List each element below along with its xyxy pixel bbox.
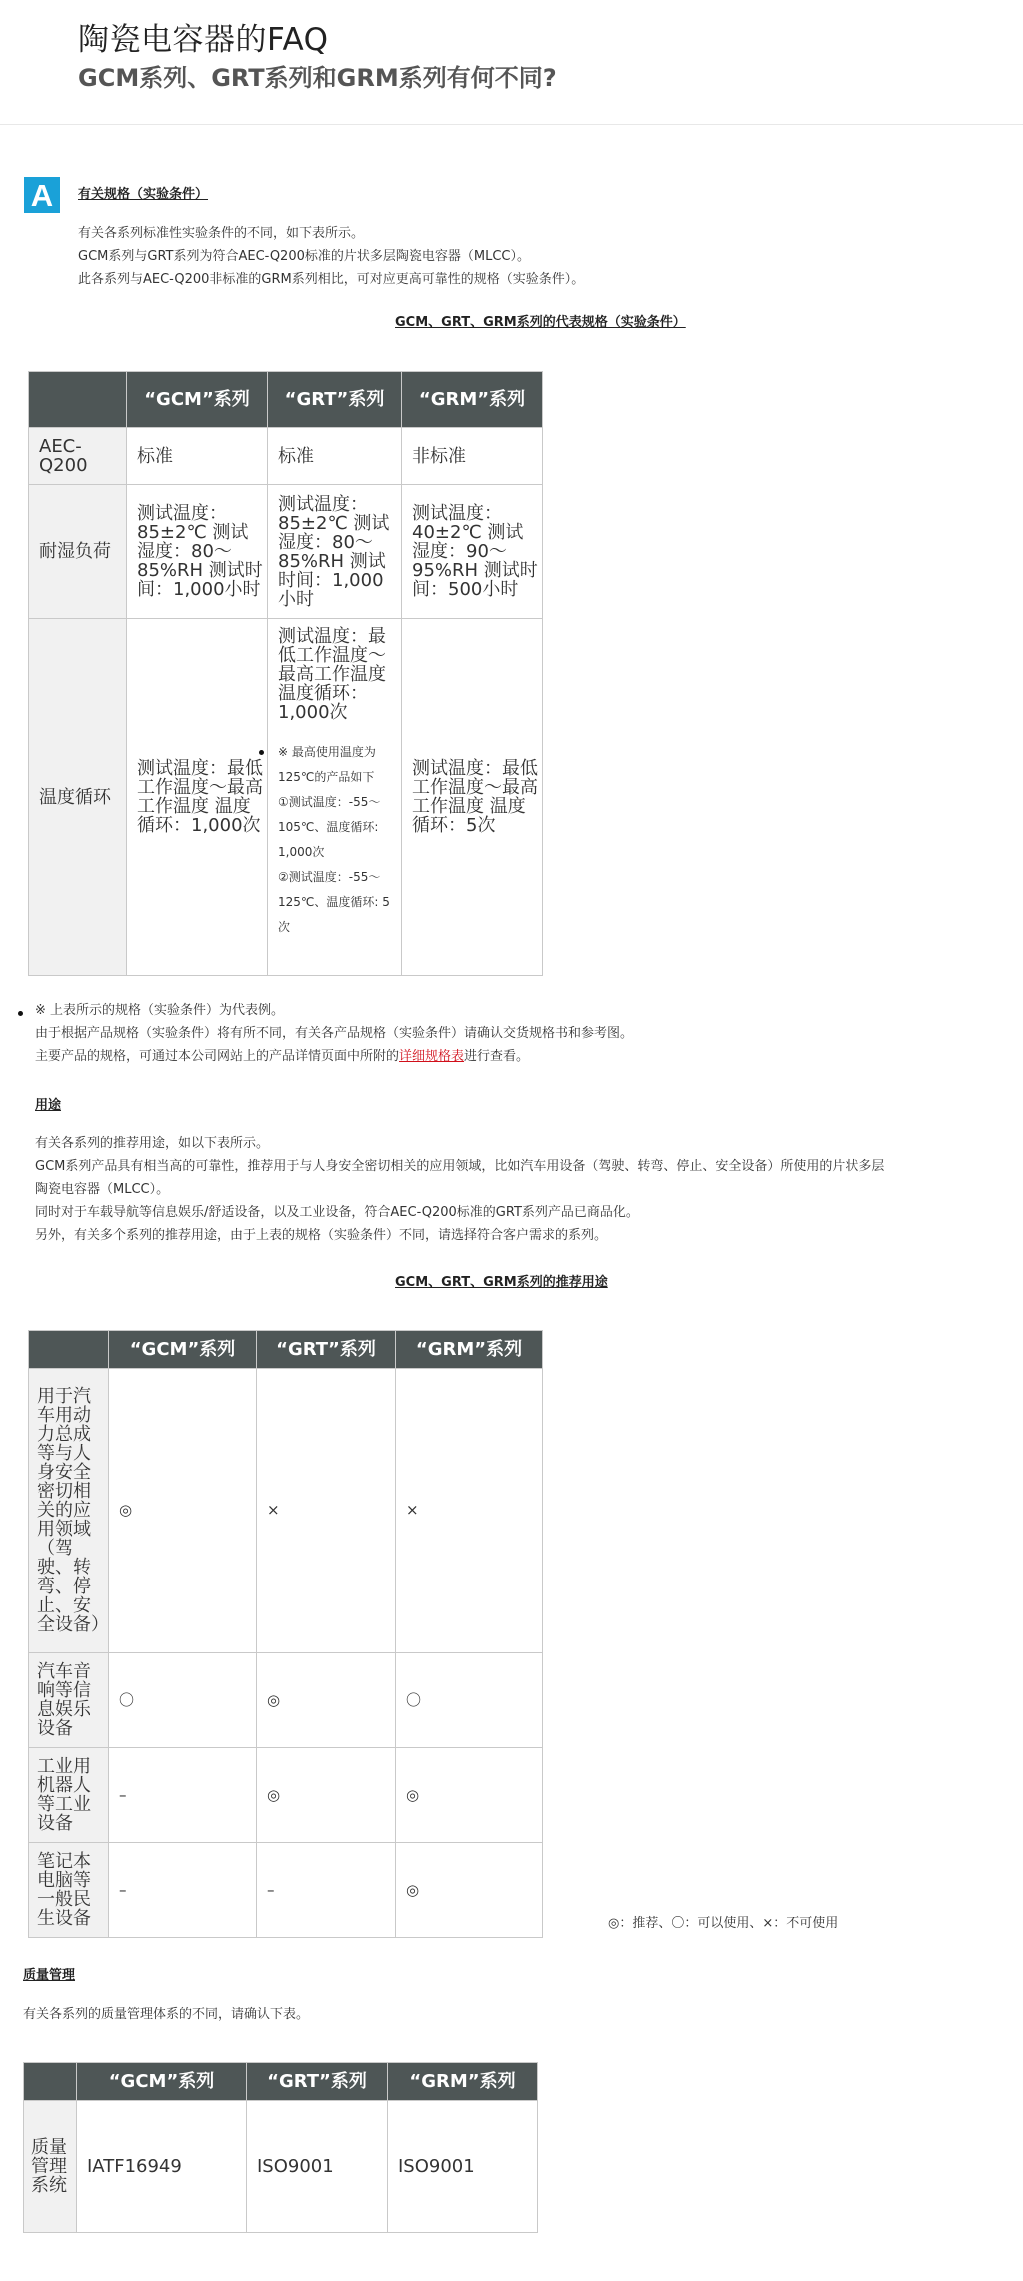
quality-table <box>23 2062 538 2233</box>
corner-cell <box>24 2063 77 2101</box>
section-heading-specs: 有关规格（实验条件） <box>78 187 209 202</box>
table-cell: 〇 <box>109 1653 257 1748</box>
table-cell: × <box>396 1369 543 1653</box>
intro-line: GCM系列产品具有相当高的可靠性，推荐用于与人身安全密切相关的应用领域，比如汽车用设备（驾驶、转弯、停止、安全设备）所使用的片状多层 <box>35 1159 885 1174</box>
table-cell: ◎ <box>257 1653 396 1748</box>
column-header-gcm: “GCM”系列 <box>127 372 268 428</box>
page-title: 陶瓷电容器的FAQ <box>78 22 329 58</box>
table-row <box>29 1748 543 1843</box>
table-cell: – <box>109 1843 257 1938</box>
column-header-grm: “GRM”系列 <box>388 2063 538 2101</box>
note-line: 由于根据产品规格（实验条件）将有所不同，有关各产品规格（实验条件）请确认交货规格书和参考图。 <box>35 1026 634 1041</box>
table-cell-grt-cycle <box>268 619 402 976</box>
table-cell: 测试温度：最低工作温度～最高工作温度 温度循环：1,000次 <box>127 619 268 976</box>
table-row <box>29 619 543 976</box>
section-specs-intro <box>78 222 584 291</box>
table-cell: ◎ <box>396 1748 543 1843</box>
table-row <box>24 2101 538 2233</box>
intro-line: 有关各系列的质量管理体系的不同，请确认下表。 <box>23 2007 310 2022</box>
column-header-grm: “GRM”系列 <box>396 1331 543 1369</box>
cell-main-text: 测试温度：最低工作温度～最高工作温度 温度循环：1,000次 <box>278 626 386 723</box>
row-header: 耐湿负荷 <box>29 485 127 619</box>
table-cell: IATF16949 <box>77 2101 247 2233</box>
section-heading-quality: 质量管理 <box>23 1968 76 1983</box>
row-header: 工业用机器人等工业设备 <box>29 1748 109 1843</box>
section-applications-intro <box>35 1132 884 1247</box>
table-row <box>29 1369 543 1653</box>
table-header-row <box>24 2063 538 2101</box>
applications-table <box>28 1330 543 1938</box>
bullet-icon <box>18 1011 23 1016</box>
table-cell: 测试温度：40±2℃ 测试湿度：90～95%RH 测试时间：500小时 <box>402 485 543 619</box>
table-cell: 测试温度：最低工作温度～最高工作温度 温度循环：5次 <box>402 619 543 976</box>
table-header-row <box>29 1331 543 1369</box>
row-header: AEC-Q200 <box>29 428 127 485</box>
column-header-grm: “GRM”系列 <box>402 372 543 428</box>
table-cell: 标准 <box>127 428 268 485</box>
intro-line: GCM系列与GRT系列为符合AEC-Q200标准的片状多层陶瓷电容器（MLCC）。 <box>78 249 530 264</box>
corner-cell <box>29 1331 109 1369</box>
table-caption-specs: GCM、GRT、GRM系列的代表规格（实验条件） <box>395 315 686 330</box>
column-header-grt: “GRT”系列 <box>247 2063 388 2101</box>
intro-line: 有关各系列标准性实验条件的不同，如下表所示。 <box>78 226 365 241</box>
note-suffix: 进行查看。 <box>464 1049 530 1064</box>
table-row <box>29 485 543 619</box>
table-cell: ISO9001 <box>247 2101 388 2233</box>
table-header-row <box>29 372 543 428</box>
bullet-icon <box>259 750 264 755</box>
column-header-gcm: “GCM”系列 <box>77 2063 247 2101</box>
row-header: 笔记本电脑等一般民生设备 <box>29 1843 109 1938</box>
table-row <box>29 428 543 485</box>
row-header: 汽车音响等信息娱乐设备 <box>29 1653 109 1748</box>
specs-table <box>28 371 543 976</box>
table-cell: ◎ <box>109 1369 257 1653</box>
intro-line: 此各系列与AEC-Q200非标准的GRM系列相比，可对应更高可靠性的规格（实验条件）。 <box>78 272 585 287</box>
intro-line: 另外，有关多个系列的推荐用途，由于上表的规格（实验条件）不同，请选择符合客户需求的系列。 <box>35 1228 608 1243</box>
table-cell: – <box>257 1843 396 1938</box>
column-header-gcm: “GCM”系列 <box>109 1331 257 1369</box>
table-cell: ISO9001 <box>388 2101 538 2233</box>
corner-cell <box>29 372 127 428</box>
grt-note-item: ①测试温度：-55～105℃、温度循环: 1,000次 <box>278 795 381 859</box>
grt-note-title: ※ 最高使用温度为125℃的产品如下 <box>278 745 376 784</box>
intro-line: 有关各系列的推荐用途，如以下表所示。 <box>35 1136 270 1151</box>
table-cell: 〇 <box>396 1653 543 1748</box>
section-quality-intro <box>23 2003 309 2026</box>
table-cell: × <box>257 1369 396 1653</box>
table-cell: 测试温度：85±2℃ 测试湿度：80～85%RH 测试时间：1,000小时 <box>268 485 402 619</box>
grt-note-item: ②测试温度：-55～125℃、温度循环: 5次 <box>278 870 390 934</box>
column-header-grt: “GRT”系列 <box>257 1331 396 1369</box>
table-cell: 非标准 <box>402 428 543 485</box>
table-cell: 标准 <box>268 428 402 485</box>
row-header: 质量管理系统 <box>24 2101 77 2233</box>
table-cell: – <box>109 1748 257 1843</box>
table-cell: ◎ <box>257 1748 396 1843</box>
table-cell: 测试温度：85±2℃ 测试湿度：80～85%RH 测试时间：1,000小时 <box>127 485 268 619</box>
row-header: 温度循环 <box>29 619 127 976</box>
table-row <box>29 1843 543 1938</box>
section-heading-applications: 用途 <box>35 1098 62 1113</box>
specs-notes <box>35 999 633 1068</box>
row-header: 用于汽车用动力总成等与人身安全密切相关的应用领域（驾驶、转弯、停止、安全设备） <box>29 1369 109 1653</box>
page-question: GCM系列、GRT系列和GRM系列有何不同? <box>78 64 557 92</box>
spec-sheet-link[interactable]: 详细规格表 <box>399 1049 465 1064</box>
note-line: ※ 上表所示的规格（实验条件）为代表例。 <box>35 1003 285 1018</box>
intro-line: 同时对于车载导航等信息娱乐/舒适设备，以及工业设备，符合AEC-Q200标准的GRT系列产品已商品化。 <box>35 1205 639 1220</box>
note-line <box>35 1045 633 1068</box>
intro-line: 陶瓷电容器（MLCC）。 <box>35 1182 170 1197</box>
symbol-legend: ◎：推荐、〇：可以使用、×：不可使用 <box>608 1916 839 1931</box>
note-prefix: 主要产品的规格，可通过本公司网站上的产品详情页面中所附的 <box>35 1049 400 1064</box>
table-row <box>29 1653 543 1748</box>
table-cell: ◎ <box>396 1843 543 1938</box>
answer-icon: A <box>24 177 60 213</box>
page-header <box>0 0 1023 125</box>
table-caption-applications: GCM、GRT、GRM系列的推荐用途 <box>395 1275 608 1290</box>
column-header-grt: “GRT”系列 <box>268 372 402 428</box>
